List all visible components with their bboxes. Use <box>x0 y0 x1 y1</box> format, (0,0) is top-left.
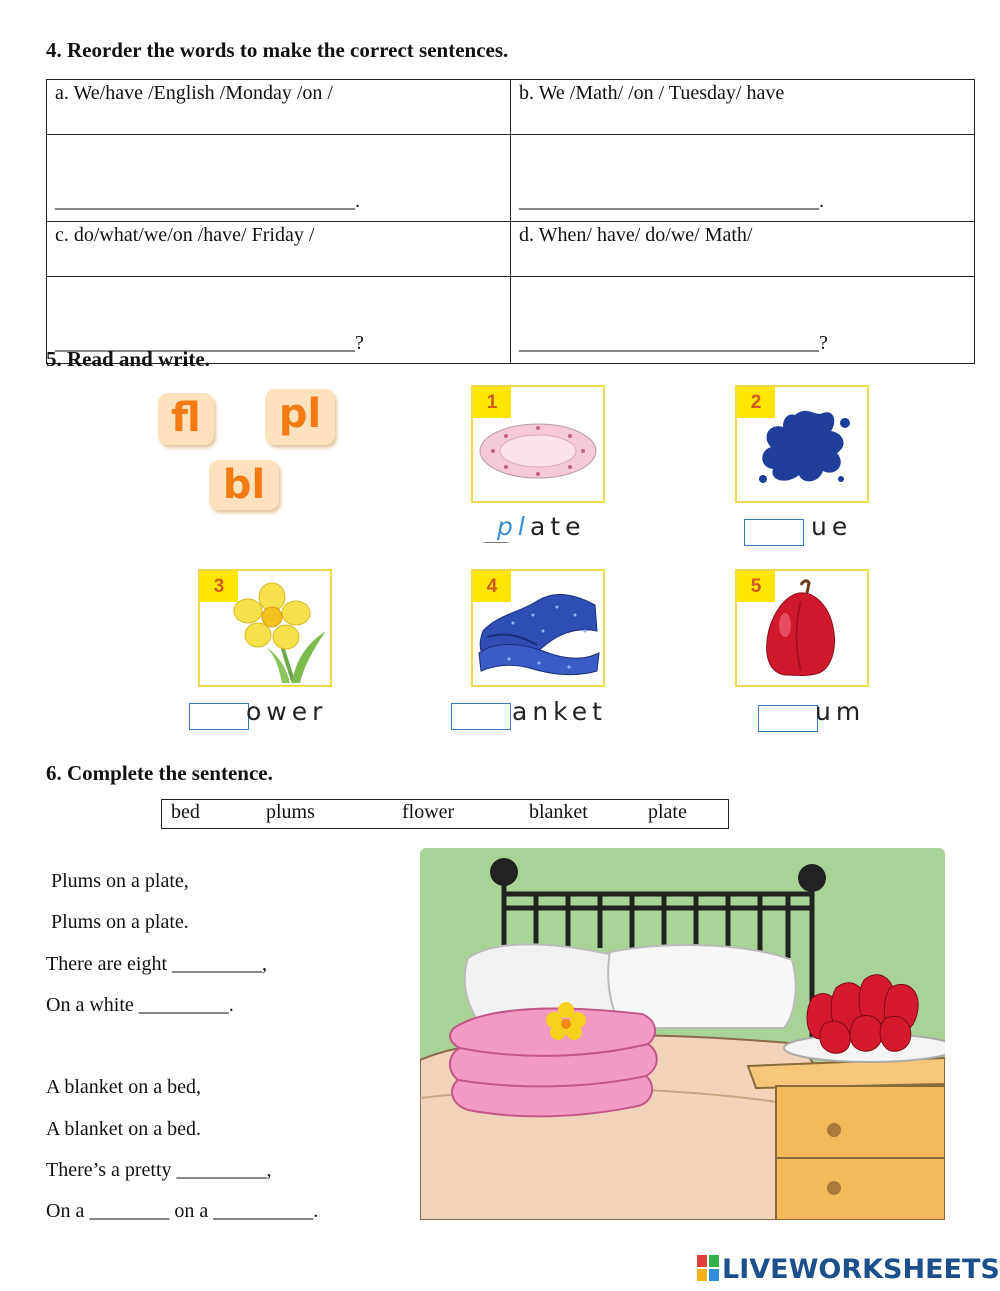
answer-box-3[interactable] <box>189 703 249 730</box>
poem-line-8[interactable]: On a ________ on a __________. <box>46 1200 319 1222</box>
blend-fl: fl <box>158 393 214 445</box>
word-bank-plate: plate <box>648 801 687 823</box>
poem-line-1: Plums on a plate, <box>46 870 189 892</box>
picture-card-3 <box>198 569 332 687</box>
poem-line-3[interactable]: There are eight _________, <box>46 953 268 975</box>
poem-line-5: A blanket on a bed, <box>46 1076 201 1098</box>
word-bank-plums: plums <box>266 801 315 823</box>
word-bank <box>161 799 729 829</box>
answer-box-4[interactable] <box>451 703 511 730</box>
item-number-3: 3 <box>200 571 238 602</box>
answer-line-c[interactable]: ______________________________? <box>47 277 511 364</box>
item-number-2: 2 <box>737 387 775 418</box>
reorder-table <box>46 79 975 364</box>
blend-bl: bl <box>209 460 279 510</box>
liveworksheets-logo-text: LIVEWORKSHEETS <box>722 1254 1000 1285</box>
section-6-title: 6. Complete the sentence. <box>46 761 273 785</box>
word-ending-5: um <box>815 697 866 726</box>
question-b: b. We /Math/ /on / Tuesday/ have <box>511 80 975 135</box>
word-bank-blanket: blanket <box>529 801 588 823</box>
liveworksheets-logo <box>697 1254 1000 1286</box>
blend-pl: pl <box>265 389 335 445</box>
word-bank-flower: flower <box>402 801 455 823</box>
answer-box-5[interactable] <box>758 705 818 732</box>
question-d: d. When/ have/ do/we/ Math/ <box>511 222 975 277</box>
answer-line-d[interactable]: ______________________________? <box>511 277 975 364</box>
liveworksheets-logo-mark <box>697 1255 719 1281</box>
word-ending-1: ate <box>530 512 586 541</box>
picture-card-5 <box>735 569 869 687</box>
poem-line-6: A blanket on a bed. <box>46 1118 201 1140</box>
picture-card-2 <box>735 385 869 503</box>
word-ending-3: ower <box>246 697 328 726</box>
item-number-1: 1 <box>473 387 511 418</box>
word-ending-2: ue <box>811 512 853 541</box>
poem-line-7[interactable]: There’s a pretty _________, <box>46 1159 272 1181</box>
bedroom-illustration <box>420 848 945 1220</box>
word-bank-bed: bed <box>171 801 200 823</box>
answer-box-2[interactable] <box>744 519 804 546</box>
answer-line-a[interactable]: ______________________________. <box>47 135 511 222</box>
item-number-5: 5 <box>737 571 775 602</box>
section-4-title: 4. Reorder the words to make the correct sentences. <box>46 38 509 62</box>
answer-line-b[interactable]: ______________________________. <box>511 135 975 222</box>
question-c: c. do/what/we/on /have/ Friday / <box>47 222 511 277</box>
poem-line-2: Plums on a plate. <box>46 911 189 933</box>
item-number-4: 4 <box>473 571 511 602</box>
picture-card-1 <box>471 385 605 503</box>
poem-line-4[interactable]: On a white _________. <box>46 994 234 1016</box>
section-5-title: 5. Read and write. <box>46 347 210 371</box>
picture-card-4 <box>471 569 605 687</box>
prefilled-prefix-1: pl <box>497 512 530 541</box>
word-ending-4: anket <box>512 697 607 726</box>
question-a: a. We/have /English /Monday /on / <box>47 80 511 135</box>
